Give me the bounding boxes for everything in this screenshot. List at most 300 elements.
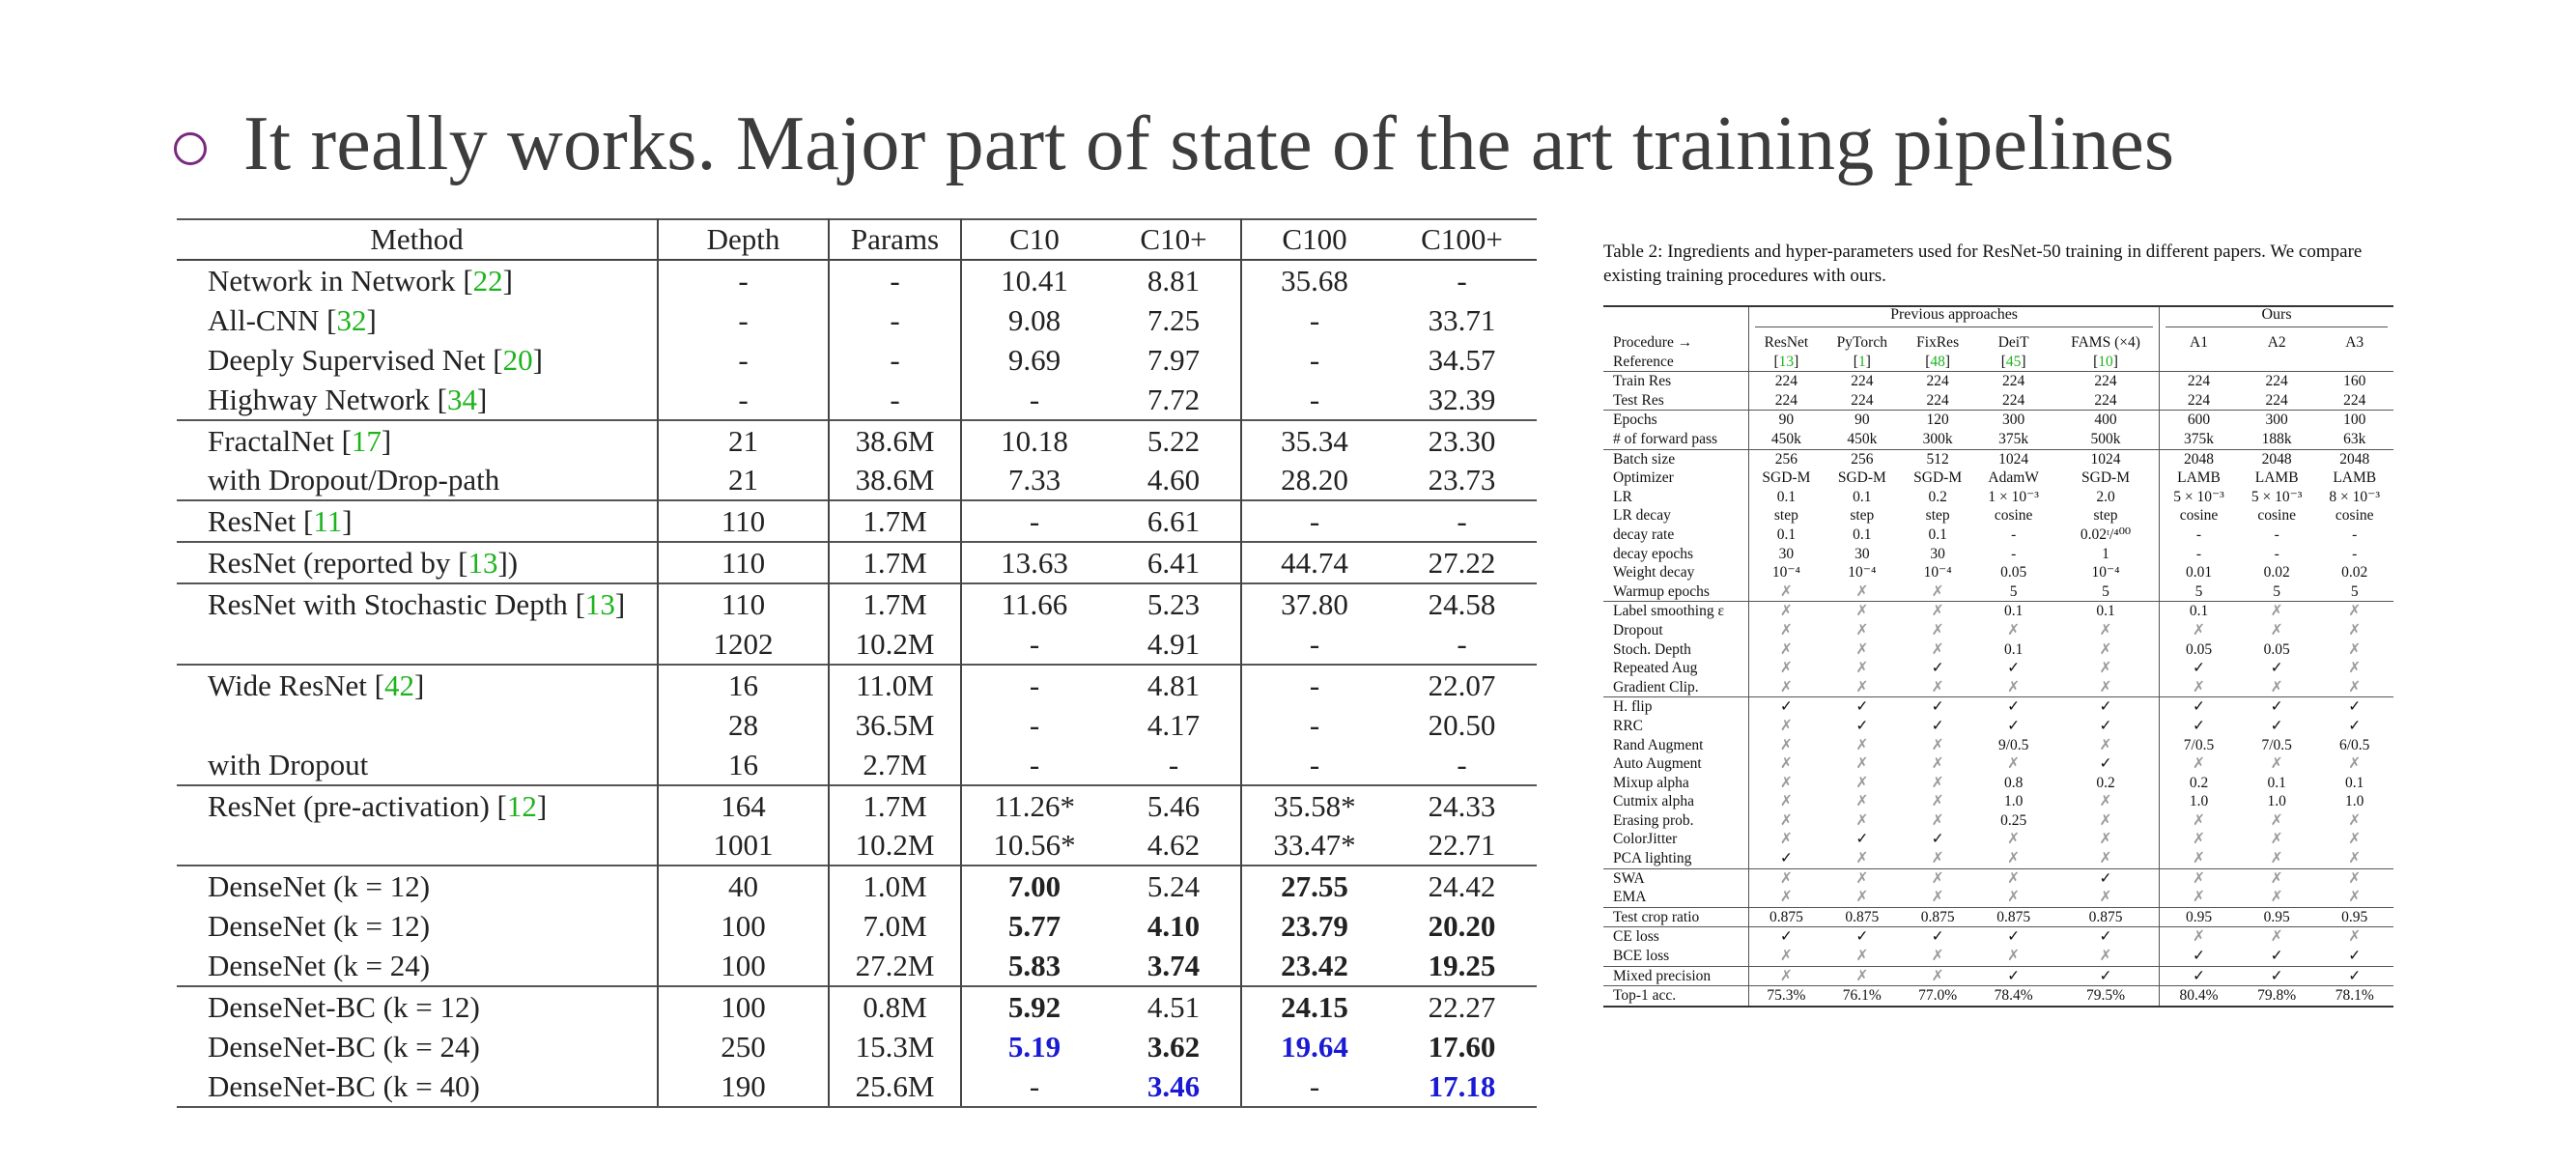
value-cell-c10p (1107, 300, 1241, 340)
cell-value: 79.5% (2085, 987, 2126, 1005)
value-cell (1974, 602, 2052, 621)
value-cell-c10p (1107, 1066, 1241, 1107)
cell-value: ✗ (1931, 603, 1944, 620)
value-cell (1749, 449, 1824, 468)
cell-value: 5 (2102, 582, 2109, 600)
cell-value: - (1309, 382, 1320, 416)
value-cell (2160, 411, 2238, 430)
value-cell-depth (658, 745, 829, 785)
value-cell (2315, 545, 2393, 564)
value-cell (2315, 563, 2393, 582)
value-cell (1824, 640, 1901, 660)
citation-ref: 42 (383, 667, 414, 702)
cell-value: 0.875 (1845, 908, 1880, 925)
value-cell (1901, 717, 1975, 736)
value-cell (1824, 506, 1901, 525)
cell-value: ✓ (1855, 698, 1869, 716)
value-cell-c100p (1387, 340, 1537, 380)
table-row (1603, 947, 2393, 966)
value-cell (2238, 774, 2316, 793)
cell-value: 4.81 (1146, 667, 1201, 702)
cell-value: ✓ (2348, 948, 2362, 965)
value-cell (2160, 717, 2238, 736)
cell-value: ✗ (2193, 889, 2205, 906)
group-ours: Ours (2160, 306, 2393, 327)
cell-value: 79.8% (2257, 987, 2297, 1005)
cell-value: ✗ (2193, 621, 2205, 639)
value-cell-c10p (1107, 825, 1241, 866)
bullet-ring-icon (174, 132, 207, 165)
cell-value: 5.92 (1007, 989, 1062, 1024)
cell-value: ✓ (2099, 869, 2112, 887)
value-cell (1824, 372, 1901, 391)
cell-value: ✓ (2099, 967, 2112, 984)
cell-value: 19.25 (1428, 949, 1496, 983)
value-cell (1824, 391, 1901, 411)
cell-value: step (1773, 507, 1798, 525)
value-cell-params (829, 1066, 961, 1107)
value-cell-c100 (1241, 500, 1387, 542)
cell-value: 27.55 (1281, 869, 1348, 904)
value-cell (2315, 927, 2393, 947)
cell-value: 224 (2094, 373, 2117, 390)
cell-value: 33.71 (1428, 302, 1496, 337)
cell-value: - (2352, 525, 2358, 543)
cell-value: SGD-M (1762, 469, 1811, 487)
cell-value: - (890, 263, 900, 298)
citation-ref: 32 (336, 302, 367, 337)
value-cell (1824, 659, 1901, 678)
cell-value: ✗ (1855, 967, 1869, 984)
col-header: Depth (658, 219, 829, 260)
cell-value: 0.05 (2263, 640, 2290, 658)
row-label: CE loss (1603, 927, 1749, 947)
value-cell (2052, 602, 2160, 621)
cell-value: 2.0 (2096, 488, 2115, 505)
cell-value: 2048 (2339, 450, 2370, 468)
value-cell (2160, 811, 2238, 831)
row-label: decay epochs (1603, 545, 1749, 564)
cell-value: 300 (2265, 412, 2288, 429)
method-name: DenseNet-BC (k = 40) (208, 1068, 480, 1103)
value-cell-c10 (961, 946, 1107, 986)
value-cell (1901, 888, 1975, 907)
method-name: All-CNN (208, 302, 320, 337)
value-cell-c100 (1241, 1027, 1387, 1066)
table-row (177, 986, 1537, 1027)
row-label: Cutmix alpha (1603, 792, 1749, 811)
value-cell (2238, 754, 2316, 774)
value-cell-c100p (1387, 624, 1537, 665)
value-cell-c100 (1241, 420, 1387, 461)
value-cell (1901, 411, 1975, 430)
cell-value: 1.0 (2189, 793, 2209, 810)
value-cell-depth (658, 500, 829, 542)
cell-value: 8.81 (1146, 263, 1201, 298)
value-cell (1901, 830, 1975, 849)
value-cell-depth (658, 460, 829, 500)
value-cell (2315, 525, 2393, 545)
value-cell (2315, 849, 2393, 868)
reference-cell: [13] (1773, 353, 1799, 370)
method-cell (177, 705, 658, 745)
value-cell (1749, 372, 1824, 391)
value-cell-c10p (1107, 460, 1241, 500)
cell-value: 100 (2343, 412, 2366, 429)
table-row (177, 825, 1537, 866)
value-cell (2052, 506, 2160, 525)
cell-value: 0.1 (2003, 603, 2024, 620)
value-cell (1974, 640, 2052, 660)
cell-value: ✗ (1779, 793, 1793, 810)
value-cell (1901, 391, 1975, 411)
cell-value: 224 (2265, 391, 2288, 409)
cell-value: 11.26* (993, 788, 1076, 823)
value-cell (1974, 582, 2052, 602)
method-cell (177, 825, 658, 866)
value-cell-c100p (1387, 665, 1537, 705)
value-cell (2160, 563, 2238, 582)
training-recipe-table (1603, 305, 2393, 1008)
cell-value: ✓ (2007, 698, 2021, 716)
table-row (177, 380, 1537, 420)
reference-row (1603, 353, 2393, 372)
row-label: ColorJitter (1603, 830, 1749, 849)
value-cell-params (829, 906, 961, 946)
cell-value: - (1029, 626, 1040, 661)
value-cell-c10p (1107, 583, 1241, 624)
value-cell (2315, 621, 2393, 640)
procedure-name: A1 (2190, 334, 2208, 352)
value-cell-params (829, 542, 961, 583)
value-cell (1824, 678, 1901, 697)
cell-value: 9.08 (1007, 302, 1062, 337)
cell-value: 1 (2102, 545, 2109, 562)
value-cell (1749, 391, 1824, 411)
value-cell (2238, 697, 2316, 717)
value-cell (2160, 986, 2238, 1007)
row-label: SWA (1603, 868, 1749, 888)
cell-value: 1 × 10⁻³ (1988, 488, 2039, 505)
cell-value: ✗ (1855, 948, 1869, 965)
col-header: Params (829, 219, 961, 260)
cell-value: 250 (721, 1029, 766, 1064)
value-cell (2160, 488, 2238, 507)
value-cell (2160, 640, 2238, 660)
cell-value: 6.61 (1146, 504, 1201, 539)
value-cell (2052, 907, 2160, 927)
value-cell (2238, 849, 2316, 868)
cell-value: ✗ (1855, 869, 1869, 887)
value-cell (2160, 849, 2238, 868)
row-label: Rand Augment (1603, 735, 1749, 754)
cell-value: 10⁻⁴ (2091, 564, 2120, 582)
cell-value: ✗ (2348, 660, 2362, 677)
value-cell (2052, 849, 2160, 868)
value-cell (2238, 947, 2316, 966)
cell-value: 35.58* (1273, 788, 1356, 823)
value-cell (1974, 830, 2052, 849)
table-row (1603, 506, 2393, 525)
value-cell (2160, 678, 2238, 697)
cell-value: - (1457, 504, 1467, 539)
value-cell-c100 (1241, 785, 1387, 826)
row-label: Batch size (1603, 449, 1749, 468)
citation-ref: 1 (1857, 353, 1866, 370)
value-cell (1901, 792, 1975, 811)
cell-value: ✗ (2193, 678, 2205, 696)
method-cell (177, 624, 658, 665)
cell-value: ✗ (2348, 850, 2362, 867)
table-row (177, 500, 1537, 542)
value-cell (2315, 792, 2393, 811)
method-cell: ResNet with Stochastic Depth [13] (177, 583, 658, 624)
cell-value: 35.68 (1281, 263, 1348, 298)
value-cell (2160, 792, 2238, 811)
cell-value: 35.34 (1281, 423, 1348, 458)
value-cell (1974, 621, 2052, 640)
value-cell (2315, 659, 2393, 678)
value-cell (1901, 697, 1975, 717)
cell-value: 224 (1774, 373, 1798, 390)
value-cell (1974, 449, 2052, 468)
value-cell (2315, 602, 2393, 621)
value-cell (2238, 563, 2316, 582)
cell-value: 224 (1774, 391, 1798, 409)
value-cell-c100 (1241, 583, 1387, 624)
cell-value: 21 (728, 463, 758, 497)
value-cell-depth (658, 1066, 829, 1107)
cell-value: 5.23 (1146, 587, 1201, 622)
method-name: DenseNet (k = 12) (208, 909, 431, 944)
cell-value: ✗ (2007, 621, 2021, 639)
value-cell-c10p (1107, 542, 1241, 583)
cell-value: 5 (2194, 582, 2203, 600)
value-cell (2052, 966, 2160, 986)
cell-value: 0.2 (2189, 774, 2209, 791)
value-cell (1901, 602, 1975, 621)
value-cell (2238, 986, 2316, 1007)
value-cell-c10p (1107, 500, 1241, 542)
row-label: Weight decay (1603, 563, 1749, 582)
method-name: DenseNet (k = 12) (208, 869, 431, 904)
method-cell (177, 745, 658, 785)
procedure-name: FAMS (×4) (2052, 327, 2160, 353)
value-cell (2052, 927, 2160, 947)
value-cell-c100p (1387, 380, 1537, 420)
cell-value: ✓ (1931, 717, 1944, 734)
cell-value: 0.1 (1776, 488, 1797, 505)
col-header: Method (177, 219, 658, 260)
cell-value: 10.41 (1001, 263, 1068, 298)
cell-value: ✗ (2270, 850, 2283, 867)
value-cell-depth (658, 542, 829, 583)
table-row (177, 624, 1537, 665)
cell-value: 38.6M (855, 463, 935, 497)
table-row (177, 1066, 1537, 1107)
method-name: with Dropout (208, 747, 369, 781)
cell-value: 16 (728, 747, 758, 781)
cell-value: - (1029, 1068, 1040, 1103)
value-cell (1974, 391, 2052, 411)
cell-value: 10⁻⁴ (1848, 564, 1877, 582)
value-cell (1749, 659, 1824, 678)
cell-value: 100 (721, 949, 766, 983)
table-row (1603, 430, 2393, 449)
method-name: FractalNet (208, 423, 334, 458)
table-row (1603, 582, 2393, 602)
value-cell (1749, 754, 1824, 774)
value-cell-c10 (961, 665, 1107, 705)
cell-value: ✗ (2348, 831, 2362, 848)
cell-value: 7.72 (1146, 382, 1201, 416)
value-cell (2052, 468, 2160, 488)
value-cell (1901, 430, 1975, 449)
value-cell (2052, 792, 2160, 811)
reference-cell: [48] (1925, 353, 1951, 370)
cell-value: 44.74 (1281, 546, 1348, 581)
cell-value: 77.0% (1918, 987, 1958, 1005)
cell-value: - (2011, 525, 2017, 543)
value-cell (2315, 986, 2393, 1007)
value-cell (1974, 811, 2052, 831)
cell-value: 7/0.5 (2261, 736, 2292, 753)
value-cell (1824, 488, 1901, 507)
value-cell (1749, 697, 1824, 717)
value-cell (1901, 986, 1975, 1007)
cell-value: 3.46 (1146, 1068, 1201, 1103)
value-cell (2238, 391, 2316, 411)
table-row (1603, 966, 2393, 986)
value-cell (2160, 888, 2238, 907)
value-cell (2238, 735, 2316, 754)
value-cell (1824, 774, 1901, 793)
cell-value: 300 (2002, 412, 2025, 429)
value-cell (1901, 735, 1975, 754)
row-label: Epochs (1603, 411, 1749, 430)
procedure-name: A3 (2345, 334, 2364, 352)
cell-value: ✗ (2007, 850, 2021, 867)
value-cell (1749, 849, 1824, 868)
method-cell: ResNet (reported by [13]) (177, 542, 658, 583)
value-cell (2315, 811, 2393, 831)
cell-value: 30 (1854, 545, 1870, 562)
cell-value: - (1309, 504, 1320, 539)
cell-value: ✓ (1855, 717, 1869, 734)
cell-value: ✓ (2099, 698, 2112, 716)
value-cell (1974, 792, 2052, 811)
procedure-name: PyTorch (1836, 334, 1887, 352)
value-cell (1824, 830, 1901, 849)
cell-value: 9.69 (1007, 342, 1062, 377)
row-label: BCE loss (1603, 947, 1749, 966)
value-cell (2238, 468, 2316, 488)
cell-value: 224 (1926, 391, 1949, 409)
cell-value: ✗ (2099, 640, 2112, 658)
citation-ref: 48 (1930, 353, 1945, 370)
cell-value: 7.0M (863, 909, 927, 944)
procedure-name: DeiT (1997, 334, 2029, 352)
method-cell (177, 986, 658, 1027)
method-name: Deeply Supervised Net (208, 342, 486, 377)
cell-value: 4.60 (1146, 463, 1201, 497)
value-cell-params (829, 946, 961, 986)
value-cell (1824, 907, 1901, 927)
cell-value: 512 (1926, 450, 1949, 468)
cell-value: cosine (2257, 507, 2296, 525)
value-cell (2315, 888, 2393, 907)
cell-value: 0.1 (2003, 640, 2024, 658)
value-cell (2160, 697, 2238, 717)
value-cell (1901, 563, 1975, 582)
cell-value: - (1029, 382, 1040, 416)
value-cell (2315, 774, 2393, 793)
cell-value: ✓ (1855, 831, 1869, 848)
row-label: Auto Augment (1603, 754, 1749, 774)
cell-value: - (1309, 1068, 1320, 1103)
row-label: Dropout (1603, 621, 1749, 640)
cell-value: 24.58 (1428, 587, 1496, 622)
value-cell (2052, 525, 2160, 545)
cell-value: ✗ (1931, 811, 1944, 829)
cell-value: ✓ (1931, 831, 1944, 848)
value-cell (1749, 678, 1824, 697)
value-cell-c100p (1387, 825, 1537, 866)
cell-value: 256 (1851, 450, 1874, 468)
value-cell (2315, 468, 2393, 488)
value-cell (1824, 468, 1901, 488)
cell-value: 0.875 (2088, 908, 2123, 925)
value-cell-c10p (1107, 986, 1241, 1027)
cell-value: ✗ (2099, 831, 2112, 848)
cell-value: - (2274, 545, 2279, 562)
method-name: ResNet (208, 504, 297, 539)
citation-ref: 11 (313, 504, 343, 539)
table-row (1603, 640, 2393, 660)
cell-value: 0.875 (1996, 908, 2031, 925)
value-cell (1901, 506, 1975, 525)
value-cell-params (829, 1027, 961, 1066)
cell-value: ✗ (1779, 869, 1793, 887)
cell-value: 5.24 (1146, 869, 1201, 904)
reference-cell: [1] (1853, 353, 1871, 370)
cell-value: 0.05 (2185, 640, 2213, 658)
value-cell (2315, 391, 2393, 411)
value-cell-c10p (1107, 946, 1241, 986)
value-cell (1901, 449, 1975, 468)
citation-ref: 34 (446, 382, 477, 416)
value-cell (1901, 372, 1975, 391)
value-cell (1749, 640, 1824, 660)
cell-value: 375k (2184, 431, 2214, 448)
citation-ref: 45 (2005, 353, 2022, 370)
value-cell (2315, 697, 2393, 717)
value-cell (2238, 966, 2316, 986)
value-cell (2052, 563, 2160, 582)
cell-value: ✗ (1855, 621, 1869, 639)
cell-value: 0.02 (2341, 564, 2368, 582)
value-cell-params (829, 825, 961, 866)
value-cell (2052, 717, 2160, 736)
cell-value: ✗ (1779, 603, 1793, 620)
value-cell-c100p (1387, 1027, 1537, 1066)
cell-value: - (2011, 545, 2017, 562)
row-label: Train Res (1603, 372, 1749, 391)
cell-value: ✗ (2099, 889, 2112, 906)
value-cell (1974, 659, 2052, 678)
cell-value: 4.91 (1146, 626, 1201, 661)
row-label: Procedure → (1603, 327, 1749, 353)
